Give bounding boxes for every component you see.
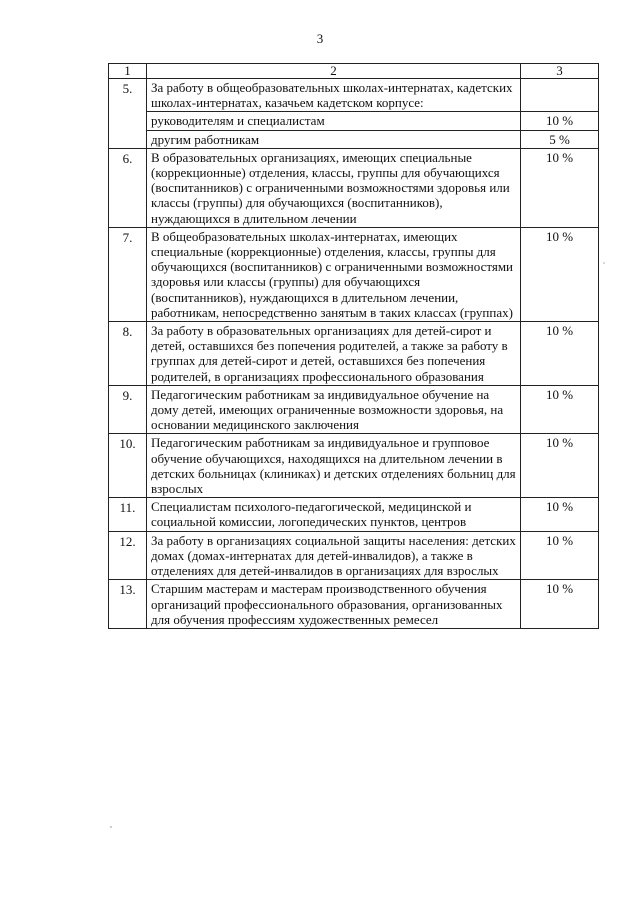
row-percent: 10 %: [521, 148, 599, 227]
row-text: Специалистам психолого-педагогической, медицинской и социальной комиссии, логопедических пунктов, центров: [147, 498, 521, 531]
table-row: [109, 580, 599, 629]
table-row: [109, 79, 599, 112]
row-number: 10.: [109, 434, 147, 498]
row-text: В образовательных организациях, имеющих специальные (коррекционные) отделения, классы, группы для обучающихся (воспитанников) с ограниченными возможностями здоровья или классы (группы) для обучающихся (воспитанников), нуждающихся в длительном лечении: [147, 148, 521, 227]
table-row: [109, 322, 599, 386]
row-number: 9.: [109, 385, 147, 434]
row-percent: [521, 79, 599, 112]
row-percent: 10 %: [521, 112, 599, 130]
page-number: 3: [316, 31, 324, 46]
row-percent: 10 %: [521, 385, 599, 434]
table-row: [109, 434, 599, 498]
table-row: [109, 531, 599, 580]
row-number: 8.: [109, 322, 147, 386]
scan-speck: [603, 262, 605, 264]
row-number: 11.: [109, 498, 147, 531]
row-text: Педагогическим работникам за индивидуальное и групповое обучение обучающихся, находящихся на длительном лечении в детских больницах (клиниках) и детских отделениях больниц для взрослых: [147, 434, 521, 498]
row-number: 6.: [109, 148, 147, 227]
row-text: За работу в образовательных организациях для детей-сирот и детей, оставшихся без попечения родителей, а также за работу в группах для детей-сирот и детей, оставшихся без попечения родителей, в организациях профессионального образования: [147, 322, 521, 386]
row-number: 13.: [109, 580, 147, 629]
allowance-table: [108, 63, 599, 629]
row-text: В общеобразовательных школах-интернатах, имеющих специальные (коррекционные) отделения, классы, группы для обучающихся (воспитанников) с ограниченными возможностями здоровья или классы (группы) для обучающихся (воспитанников), нуждающихся в длительном лечении, работникам, непосредственно занятым в таких классах (группах): [147, 227, 521, 321]
table-row: [109, 227, 599, 321]
row-text: Старшим мастерам и мастерам производственного обучения организаций профессионального образования, организованных для обучения профессиям художественных ремесел: [147, 580, 521, 629]
table-row: [109, 148, 599, 227]
row-text: руководителям и специалистам: [147, 112, 521, 130]
header-col-3: 3: [521, 64, 599, 79]
row-percent: 10 %: [521, 531, 599, 580]
row-number: 12.: [109, 531, 147, 580]
row-percent: 5 %: [521, 130, 599, 148]
row-percent: 10 %: [521, 498, 599, 531]
header-col-1: 1: [109, 64, 147, 79]
table-row: [109, 498, 599, 531]
scan-speck: [110, 826, 112, 828]
row-text: За работу в организациях социальной защиты населения: детских домах (домах-интернатах для детей-инвалидов), а также в отделениях для детей-инвалидов в организациях для взрослых: [147, 531, 521, 580]
row-text: За работу в общеобразовательных школах-интернатах, кадетских школах-интернатах, казачьем кадетском корпусе:: [147, 79, 521, 112]
row-percent: 10 %: [521, 580, 599, 629]
row-number: 7.: [109, 227, 147, 321]
header-col-2: 2: [147, 64, 521, 79]
row-percent: 10 %: [521, 227, 599, 321]
row-percent: 10 %: [521, 434, 599, 498]
row-number: 5.: [109, 79, 147, 149]
row-text: другим работникам: [147, 130, 521, 148]
row-percent: 10 %: [521, 322, 599, 386]
table-row: [109, 112, 599, 130]
row-text: Педагогическим работникам за индивидуальное обучение на дому детей, имеющих ограниченные возможности здоровья, на основании медицинского заключения: [147, 385, 521, 434]
table-header-row: [109, 64, 599, 79]
table-row: [109, 130, 599, 148]
table-row: [109, 385, 599, 434]
